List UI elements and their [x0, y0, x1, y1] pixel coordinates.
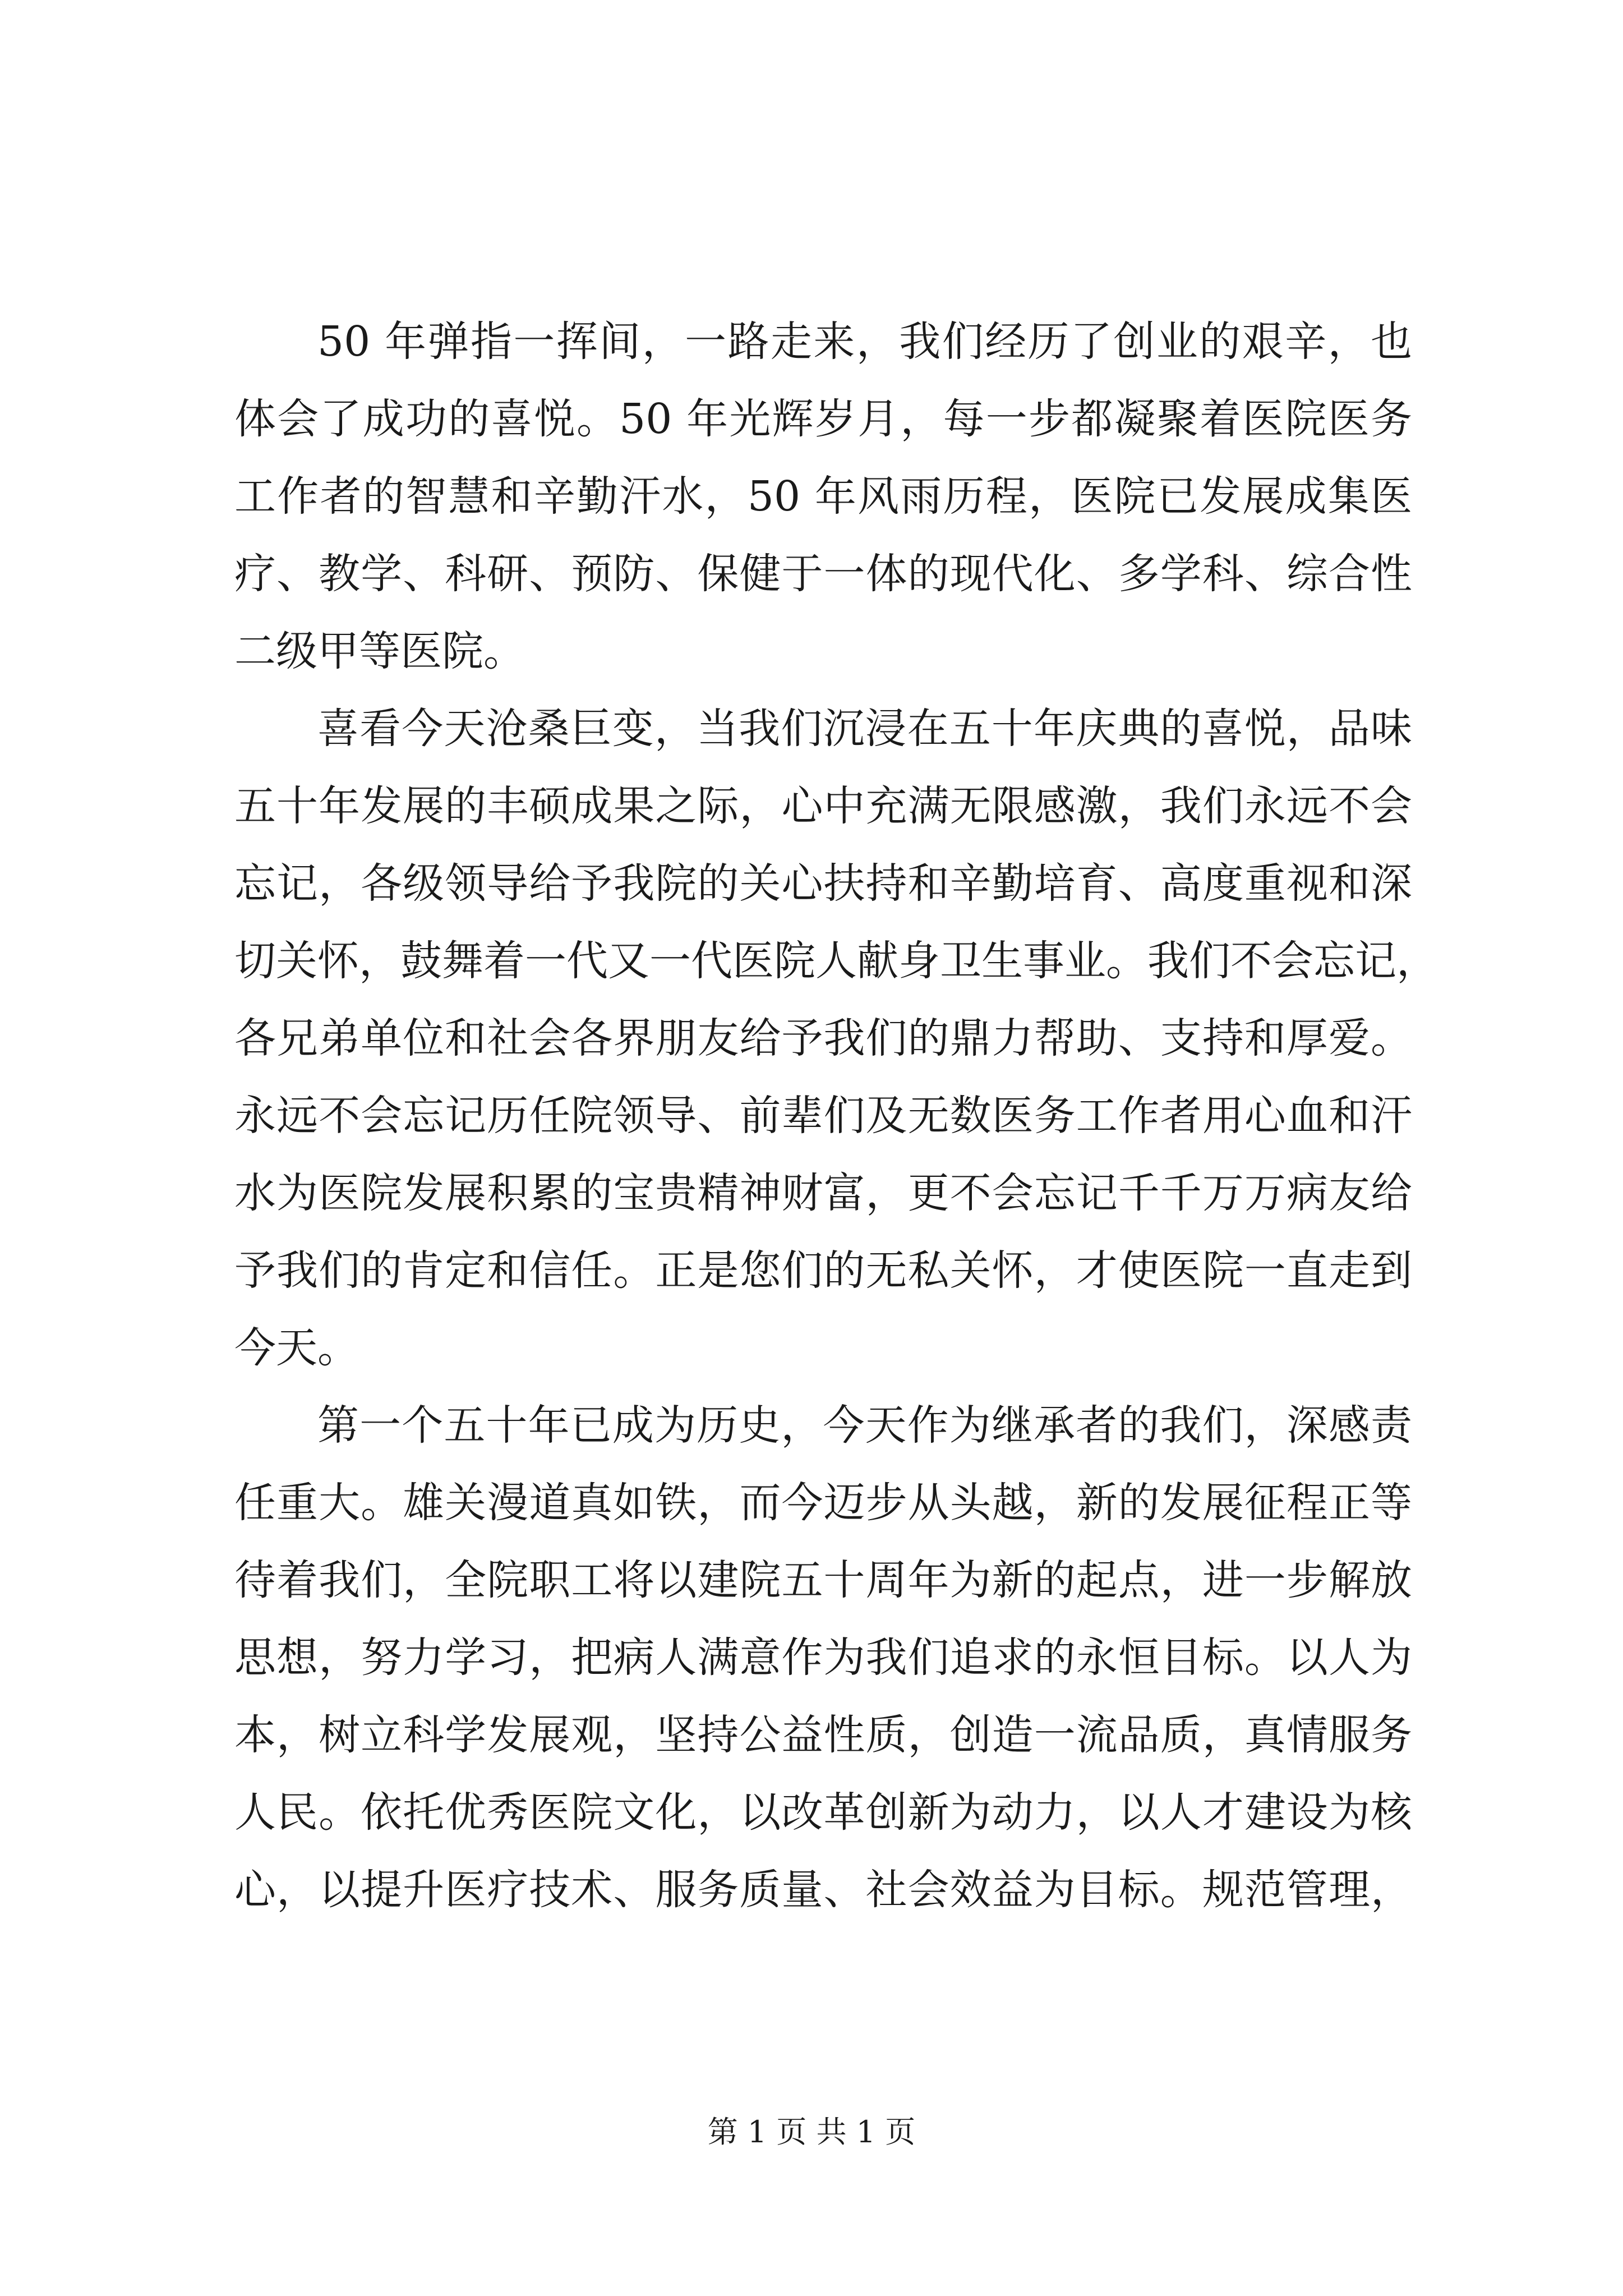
paragraph-3-line-7: 心，以提升医疗技术、服务质量、社会效益为目标。规范管理， [234, 1866, 1412, 1914]
paragraph-3-line-3: 待着我们，全院职工将以建院五十周年为新的起点，进一步解放 [234, 1556, 1412, 1604]
paragraph-3-line-2: 任重大。雄关漫道真如铁，而今迈步从头越，新的发展征程正等 [234, 1479, 1412, 1527]
paragraph-2-line-9: 今天。 [234, 1324, 359, 1372]
paragraph-3-line-1: 第一个五十年已成为历史，今天作为继承者的我们，深感责 [317, 1401, 1412, 1450]
paragraph-1-line-5: 二级甲等医院。 [234, 627, 525, 675]
paragraph-2-line-5: 各兄弟单位和社会各界朋友给予我们的鼎力帮助、支持和厚爱。 [234, 1014, 1412, 1062]
paragraph-2-line-2: 五十年发展的丰硕成果之际，心中充满无限感激，我们永远不会 [234, 782, 1412, 830]
paragraph-3-line-5: 本，树立科学发展观，坚持公益性质，创造一流品质，真情服务 [234, 1711, 1412, 1759]
page-footer: 第 1 页 共 1 页 [707, 2114, 916, 2150]
paragraph-3-line-4: 思想，努力学习，把病人满意作为我们追求的永恒目标。以人为 [234, 1634, 1412, 1682]
document-body [234, 303, 1438, 1929]
paragraph-1-line-3: 工作者的智慧和辛勤汗水，50 年风雨历程，医院已发展成集医 [234, 472, 1412, 521]
paragraph-2-line-1: 喜看今天沧桑巨变，当我们沉浸在五十年庆典的喜悦，品味 [317, 705, 1412, 753]
paragraph-1-line-2: 体会了成功的喜悦。50 年光辉岁月，每一步都凝聚着医院医务 [234, 395, 1412, 443]
paragraph-2-line-8: 予我们的肯定和信任。正是您们的无私关怀，才使医院一直走到 [234, 1246, 1412, 1295]
paragraph-1-line-1: 50 年弹指一挥间，一路走来，我们经历了创业的艰辛，也 [317, 318, 1412, 366]
paragraph-3-line-6: 人民。依托优秀医院文化，以改革创新为动力，以人才建设为核 [234, 1788, 1412, 1837]
paragraph-1-line-4: 疗、教学、科研、预防、保健于一体的现代化、多学科、综合性 [234, 550, 1412, 598]
paragraph-2-line-3: 忘记，各级领导给予我院的关心扶持和辛勤培育、高度重视和深 [234, 859, 1412, 908]
paragraph-2-line-6: 永远不会忘记历任院领导、前辈们及无数医务工作者用心血和汗 [234, 1092, 1412, 1140]
paragraph-2-line-7: 水为医院发展积累的宝贵精神财富，更不会忘记千千万万病友给 [234, 1169, 1412, 1217]
paragraph-2-line-4: 切关怀，鼓舞着一代又一代医院人献身卫生事业。我们不会忘记， [234, 937, 1438, 985]
